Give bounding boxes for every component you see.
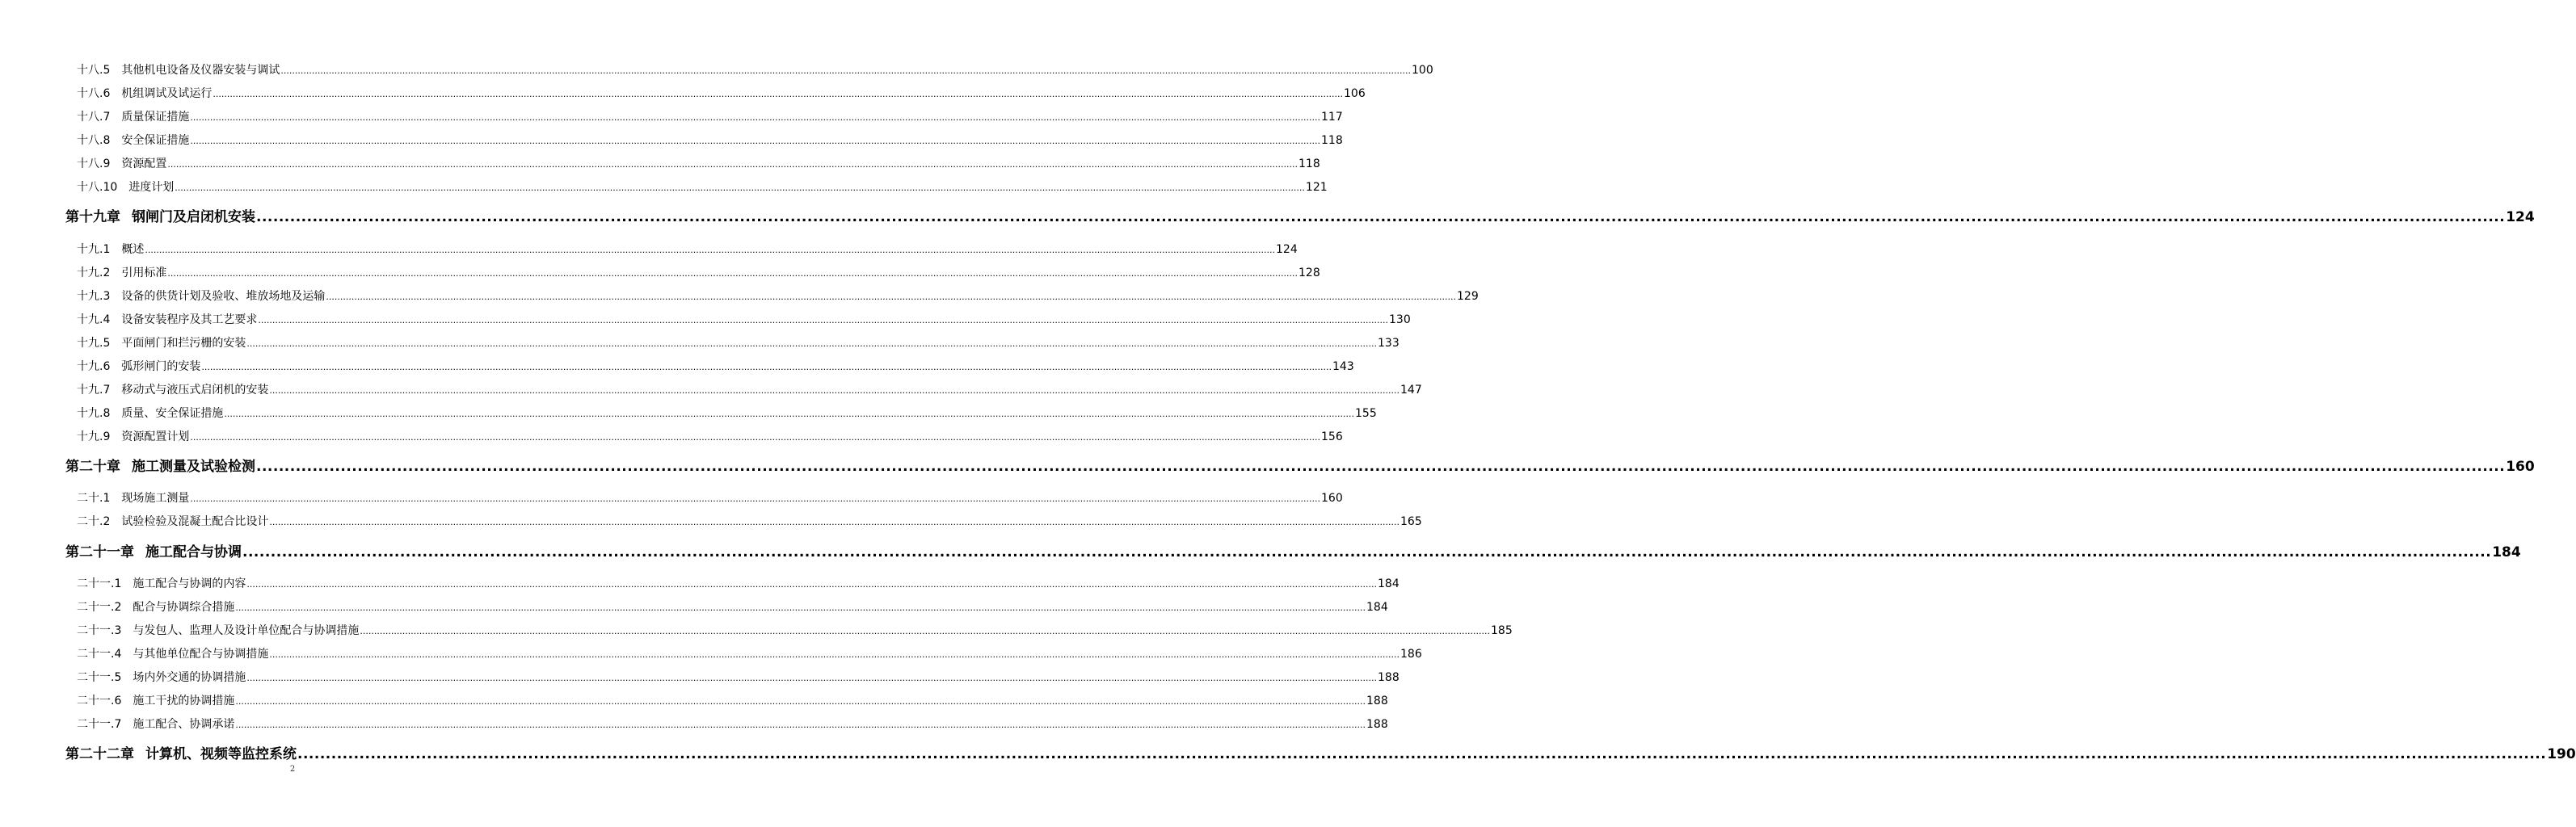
toc-dot-leader: ................................................................................................................................................................................................................................................................................................................................................................................................................ — [235, 696, 1366, 707]
toc-entry-page: 117 — [1321, 111, 1343, 124]
toc-entry-number: 十八.10 — [77, 181, 118, 194]
toc-dot-leader: ................................................................................................................................................................................................................................................................................................................................................................................................................ — [190, 493, 1320, 504]
toc-section-entry[interactable] — [77, 110, 1343, 125]
toc-entry-number: 二十一.5 — [77, 671, 122, 684]
toc-entry-number: 十九.1 — [77, 243, 111, 256]
toc-dot-leader: ................................................................................................................................................................................................................................................................................................................................................................................................................ — [246, 673, 1377, 683]
toc-entry-title: 施工配合与协调的内容 — [133, 577, 246, 590]
toc-section-entry[interactable] — [77, 577, 1400, 592]
toc-dot-leader: ................................................................................................................................................................................................................................................................................................................................................................................................................ — [167, 268, 1298, 279]
toc-entry-title: 资源配置 — [121, 157, 167, 170]
toc-section-entry[interactable] — [77, 63, 1433, 78]
toc-entry-number: 十九.9 — [77, 430, 111, 443]
toc-entry-page: 160 — [2506, 459, 2535, 475]
toc-entry-title: 钢闸门及启闭机安装 — [132, 209, 255, 225]
toc-entry-page: 147 — [1400, 384, 1422, 397]
toc-dot-leader: ................................................................................................................................................................................................................................................................................................................................................................................................................ — [167, 159, 1298, 170]
toc-entry-number: 二十一.1 — [77, 577, 122, 590]
toc-section-entry[interactable] — [77, 514, 1422, 530]
toc-dot-leader: ................................................................................................................................................................................................................................................................................................................................................................................................................ — [190, 136, 1320, 146]
toc-entry-title: 弧形闸门的安装 — [121, 360, 201, 373]
toc-entry-title: 施工干扰的协调措施 — [133, 695, 235, 707]
toc-dot-leader: ................................................................................................................................................................................................................................................................................................................................................................................................................ — [190, 112, 1320, 123]
toc-entry-title: 配合与协调综合措施 — [133, 601, 235, 614]
toc-entry-page: 184 — [2492, 544, 2521, 560]
toc-entry-page: 184 — [1366, 601, 1388, 614]
toc-entry-title: 试验检验及混凝土配合比设计 — [121, 515, 269, 528]
toc-entry-number: 二十一.6 — [77, 695, 122, 707]
toc-chapter-entry[interactable] — [65, 458, 2535, 476]
toc-entry-number: 第十九章 — [65, 209, 120, 225]
toc-dot-leader: ................................................................................................................................................................................................................................................................................................................................................................................................................ — [256, 459, 2506, 475]
toc-section-entry[interactable] — [77, 266, 1320, 281]
toc-entry-number: 十九.7 — [77, 384, 111, 397]
toc-entry-title: 质量保证措施 — [121, 111, 190, 124]
toc-section-entry[interactable] — [77, 86, 1366, 102]
toc-dot-leader: ................................................................................................................................................................................................................................................................................................................................................................................................................ — [190, 432, 1320, 443]
toc-dot-leader: ................................................................................................................................................................................................................................................................................................................................................................................................................ — [246, 579, 1377, 590]
toc-section-entry[interactable] — [77, 670, 1400, 686]
toc-entry-page: 129 — [1457, 290, 1479, 303]
toc-entry-title: 施工测量及试验检测 — [132, 459, 255, 475]
toc-dot-leader: ................................................................................................................................................................................................................................................................................................................................................................................................................ — [280, 65, 1411, 76]
toc-entry-title: 概述 — [121, 243, 145, 256]
toc-dot-leader: ................................................................................................................................................................................................................................................................................................................................................................................................................ — [269, 649, 1400, 660]
toc-section-entry[interactable] — [77, 600, 1388, 615]
toc-dot-leader: ................................................................................................................................................................................................................................................................................................................................................................................................................ — [360, 626, 1490, 636]
toc-entry-page: 184 — [1378, 577, 1400, 590]
toc-dot-leader: ................................................................................................................................................................................................................................................................................................................................................................................................................ — [224, 409, 1354, 419]
toc-entry-title: 质量、安全保证措施 — [121, 407, 224, 420]
toc-entry-page: 186 — [1400, 648, 1422, 661]
toc-entry-number: 二十.2 — [77, 515, 111, 528]
toc-chapter-entry[interactable] — [65, 745, 2576, 763]
toc-entry-title: 现场施工测量 — [121, 492, 190, 505]
toc-entry-page: 128 — [1299, 267, 1320, 279]
toc-section-entry[interactable] — [77, 383, 1422, 398]
toc-entry-number: 十九.2 — [77, 267, 111, 279]
toc-dot-leader: ................................................................................................................................................................................................................................................................................................................................................................................................................ — [175, 183, 1305, 193]
toc-section-entry[interactable] — [77, 491, 1343, 506]
toc-entry-number: 十九.3 — [77, 290, 111, 303]
toc-entry-page: 143 — [1332, 360, 1354, 373]
toc-dot-leader: ................................................................................................................................................................................................................................................................................................................................................................................................................ — [145, 245, 1275, 255]
toc-entry-title: 设备安装程序及其工艺要求 — [121, 313, 258, 326]
toc-entry-number: 十九.5 — [77, 337, 111, 350]
toc-dot-leader: ................................................................................................................................................................................................................................................................................................................................................................................................................ — [256, 209, 2506, 225]
toc-entry-number: 十八.8 — [77, 134, 111, 147]
toc-entry-page: 156 — [1321, 430, 1343, 443]
toc-entry-page: 188 — [1378, 671, 1400, 684]
toc-entry-page: 118 — [1299, 157, 1320, 170]
toc-dot-leader: ................................................................................................................................................................................................................................................................................................................................................................................................................ — [246, 338, 1377, 349]
toc-entry-title: 进度计划 — [128, 181, 175, 194]
toc-section-entry[interactable] — [77, 242, 1298, 258]
toc-entry-page: 130 — [1389, 313, 1411, 326]
toc-entry-title: 计算机、视频等监控系统 — [145, 746, 297, 762]
toc-chapter-entry[interactable] — [65, 544, 2521, 561]
toc-entry-page: 160 — [1321, 492, 1343, 505]
toc-entry-page: 185 — [1491, 624, 1513, 637]
toc-entry-number: 二十一.4 — [77, 648, 122, 661]
toc-entry-number: 第二十章 — [65, 459, 120, 475]
toc-section-entry[interactable] — [77, 313, 1411, 328]
toc-entry-page: 121 — [1305, 181, 1328, 194]
toc-entry-number: 十九.4 — [77, 313, 111, 326]
toc-section-entry[interactable] — [77, 717, 1388, 733]
toc-entry-number: 十八.5 — [77, 64, 111, 77]
toc-entry-title: 机组调试及试运行 — [121, 87, 213, 100]
page-number: 2 — [289, 765, 296, 774]
toc-dot-leader: ................................................................................................................................................................................................................................................................................................................................................................................................................ — [242, 544, 2492, 560]
toc-dot-leader: ................................................................................................................................................................................................................................................................................................................................................................................................................ — [269, 385, 1400, 396]
toc-entry-title: 移动式与液压式启闭机的安装 — [121, 384, 269, 397]
toc-dot-leader: ................................................................................................................................................................................................................................................................................................................................................................................................................ — [269, 517, 1400, 527]
toc-chapter-entry[interactable] — [65, 208, 2535, 226]
toc-entry-number: 二十一.2 — [77, 601, 122, 614]
toc-entry-title: 与其他单位配合与协调措施 — [133, 648, 269, 661]
toc-entry-title: 设备的供货计划及验收、堆放场地及运输 — [121, 290, 326, 303]
toc-entry-title: 与发包人、监理人及设计单位配合与协调措施 — [133, 624, 360, 637]
toc-entry-number: 十九.6 — [77, 360, 111, 373]
toc-entry-number: 第二十二章 — [65, 746, 134, 762]
toc-entry-page: 190 — [2547, 746, 2576, 762]
toc-entry-number: 二十一.3 — [77, 624, 122, 637]
toc-entry-page: 188 — [1366, 718, 1388, 731]
toc-entry-page: 106 — [1344, 87, 1366, 100]
toc-section-entry[interactable] — [77, 289, 1479, 304]
toc-entry-title: 引用标准 — [121, 267, 167, 279]
toc-dot-leader: ................................................................................................................................................................................................................................................................................................................................................................................................................ — [201, 362, 1332, 372]
toc-entry-page: 124 — [2506, 209, 2535, 225]
toc-dot-leader: ................................................................................................................................................................................................................................................................................................................................................................................................................ — [258, 315, 1388, 325]
toc-entry-page: 100 — [1412, 64, 1433, 77]
toc-section-entry[interactable] — [77, 430, 1343, 445]
toc-dot-leader: ................................................................................................................................................................................................................................................................................................................................................................................................................ — [235, 720, 1366, 730]
toc-section-entry[interactable] — [77, 694, 1388, 709]
toc-section-entry[interactable] — [77, 336, 1400, 351]
toc-entry-page: 133 — [1378, 337, 1400, 350]
toc-entry-title: 平面闸门和拦污栅的安装 — [121, 337, 246, 350]
toc-dot-leader: ................................................................................................................................................................................................................................................................................................................................................................................................................ — [213, 89, 1343, 99]
toc-entry-number: 十八.6 — [77, 87, 111, 100]
toc-entry-page: 165 — [1400, 515, 1422, 528]
toc-entry-title: 场内外交通的协调措施 — [133, 671, 246, 684]
toc-section-entry[interactable] — [77, 157, 1320, 172]
toc-entry-number: 十八.7 — [77, 111, 111, 124]
toc-dot-leader: ................................................................................................................................................................................................................................................................................................................................................................................................................ — [235, 602, 1366, 613]
toc-section-entry[interactable] — [77, 406, 1377, 422]
toc-section-entry[interactable] — [77, 180, 1328, 195]
toc-entry-title: 资源配置计划 — [121, 430, 190, 443]
toc-entry-title: 其他机电设备及仪器安装与调试 — [121, 64, 280, 77]
toc-entry-number: 十八.9 — [77, 157, 111, 170]
toc-entry-page: 188 — [1366, 695, 1388, 707]
toc-section-entry[interactable] — [77, 359, 1354, 375]
toc-entry-page: 155 — [1355, 407, 1377, 420]
toc-entry-number: 十九.8 — [77, 407, 111, 420]
toc-entry-title: 施工配合、协调承诺 — [133, 718, 235, 731]
toc-entry-page: 118 — [1321, 134, 1343, 147]
toc-section-entry[interactable] — [77, 133, 1343, 149]
toc-entry-title: 安全保证措施 — [121, 134, 190, 147]
toc-entry-number: 第二十一章 — [65, 544, 134, 560]
toc-section-entry[interactable] — [77, 647, 1422, 662]
toc-entry-number: 二十一.7 — [77, 718, 122, 731]
toc-entry-page: 124 — [1276, 243, 1298, 256]
toc-section-entry[interactable] — [77, 623, 1513, 639]
toc-entry-title: 施工配合与协调 — [145, 544, 242, 560]
toc-entry-number: 二十.1 — [77, 492, 111, 505]
toc-dot-leader: ................................................................................................................................................................................................................................................................................................................................................................................................................ — [297, 746, 2547, 762]
toc-dot-leader: ................................................................................................................................................................................................................................................................................................................................................................................................................ — [326, 292, 1456, 302]
